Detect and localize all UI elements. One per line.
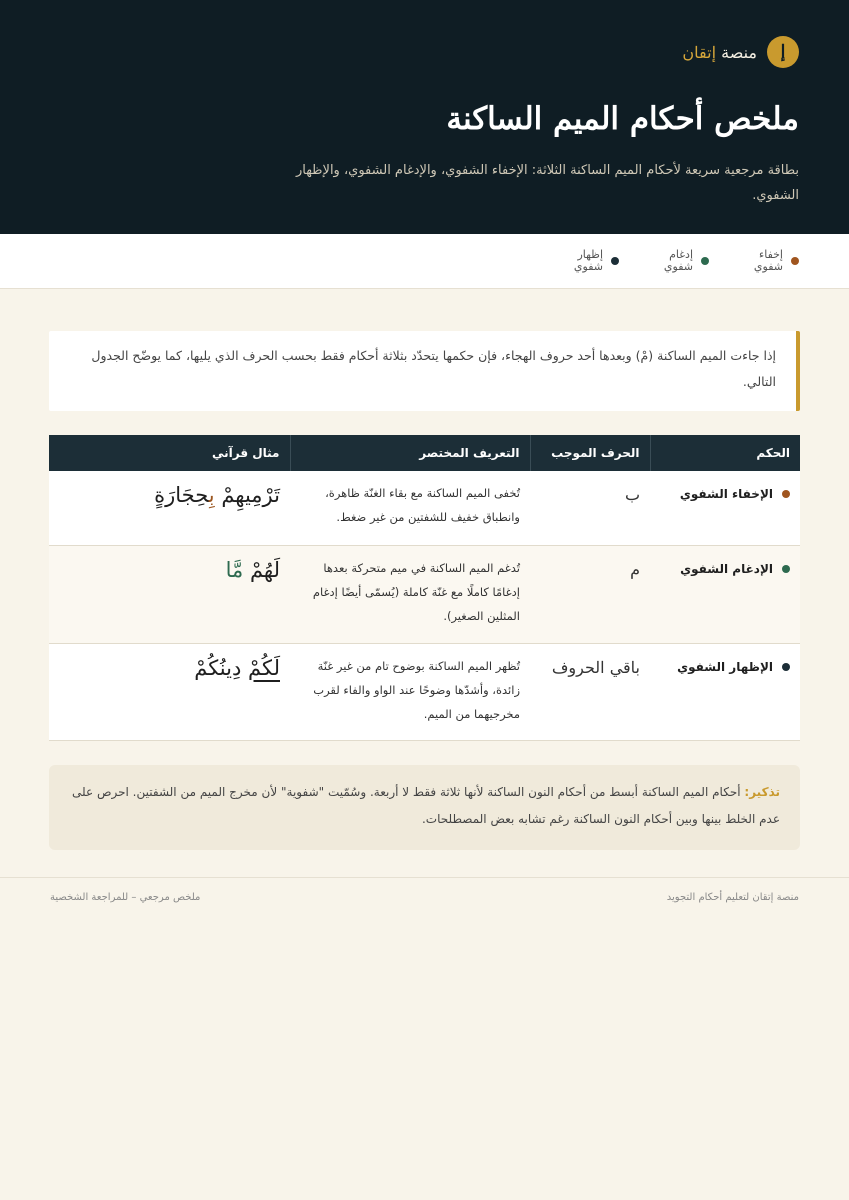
reminder-note (49, 765, 800, 850)
quran-example (49, 471, 290, 545)
table-row (49, 545, 800, 643)
legend-item-ikhfa (749, 249, 799, 273)
example-part-b: دِينُكُمْ (194, 655, 249, 680)
rule-label: الإظهار الشفوي (677, 659, 773, 674)
quran-example (49, 545, 290, 643)
footer-platform: منصة إتقان لتعليم أحكام التجويد (666, 892, 799, 903)
footer-note: ملخص مرجعي – للمراجعة الشخصية (50, 892, 201, 903)
legend-label: إظهار شفوي (573, 248, 603, 273)
table-row (49, 471, 800, 545)
legend-item-izhar (569, 249, 619, 273)
column-header-example: مثال قرآني (211, 446, 280, 460)
example-part-a: لَكُمْ (248, 655, 280, 680)
rule-definition: تُدغم الميم الساكنة في ميم متحركة بعدها إدغامًا كاملًا مع غنّة كاملة (يُسمّى أيضًا إدغام المثلين الصغير). (312, 560, 520, 623)
rule-cell (650, 643, 800, 740)
example-part-c: حِجَارَةٍ (154, 483, 209, 507)
page-footer (0, 877, 849, 917)
example-part-a: لَهُمْ (249, 557, 280, 582)
intro-callout: إذا جاءت الميم الساكنة (مْ) وبعدها أحد حروف الهجاء، فإن حكمها يتحدّد بثلاثة أحكام فقط بحسب الحرف الذي يليها، كما يوضّح الجدول التالي. (49, 331, 800, 411)
rule-name (660, 562, 790, 576)
column-header-definition: التعريف المختصر (290, 435, 530, 471)
rule-definition: تُظهر الميم الساكنة بوضوح تام من غير غنّة زائدة، وأشدّها وضوحًا عند الواو والفاء لقرب مخرجيهما من الميم. (313, 658, 520, 721)
legend-item-idgham (659, 249, 709, 273)
rule-dot-icon (782, 663, 790, 671)
rule-dot-icon (782, 490, 790, 498)
example-part-b: بِ (208, 483, 222, 507)
legend (0, 234, 849, 289)
example-part-b: مَّا (225, 557, 250, 582)
example-part-a: تَرْمِيهِمْ (221, 483, 280, 507)
table-row (49, 643, 800, 740)
reminder-label: تذكير: (744, 784, 780, 799)
legend-label: إدغام شفوي (663, 248, 693, 273)
table-header-row (49, 435, 800, 471)
brand-name-word1: منصة (721, 42, 757, 62)
brand-logo-icon: إ (767, 36, 799, 68)
rule-name (660, 487, 790, 501)
rule-label: الإخفاء الشفوي (679, 487, 773, 501)
rule-cell (650, 471, 800, 545)
page-header (0, 0, 849, 234)
column-header-rule: الحكم (650, 435, 800, 471)
column-header-letter: الحرف الموجب (530, 435, 650, 471)
rules-table (49, 435, 800, 741)
quran-example (49, 643, 290, 740)
page-title: ملخص أحكام الميم الساكنة (446, 101, 799, 137)
trigger-letter: م (630, 559, 640, 579)
legend-label: إخفاء شفوي (753, 248, 783, 273)
legend-dot-icon (611, 257, 619, 265)
trigger-letter: ب (624, 485, 640, 504)
reminder-text: أحكام الميم الساكنة أبسط من أحكام النون الساكنة لأنها ثلاثة فقط لا أربعة. وسُمّيت "شفوية" لأن مخرج الميم من الشفتين. احرص على عدم الخلط بينها وبين أحكام النون الساكنة رغم تشابه بعض المصطلحات. (72, 784, 780, 826)
rules-table-wrapper (49, 435, 800, 741)
legend-dot-icon (701, 257, 709, 265)
rule-cell (650, 545, 800, 643)
brand[interactable] (50, 36, 799, 68)
rule-name (660, 660, 790, 674)
rule-label: الإدغام الشفوي (680, 561, 773, 576)
rule-definition: تُخفى الميم الساكنة مع بقاء الغنّة ظاهرة، وانطباق خفيف للشفتين من غير ضغط. (325, 486, 520, 524)
trigger-letter: باقي الحروف (551, 657, 640, 677)
brand-name (682, 43, 757, 62)
page-subtitle: بطاقة مرجعية سريعة لأحكام الميم الساكنة الثلاثة: الإخفاء الشفوي، والإدغام الشفوي، والإظهار الشفوي. (295, 163, 799, 203)
legend-dot-icon (791, 257, 799, 265)
rule-dot-icon (782, 565, 790, 573)
brand-name-word2: إتقان (682, 42, 717, 62)
